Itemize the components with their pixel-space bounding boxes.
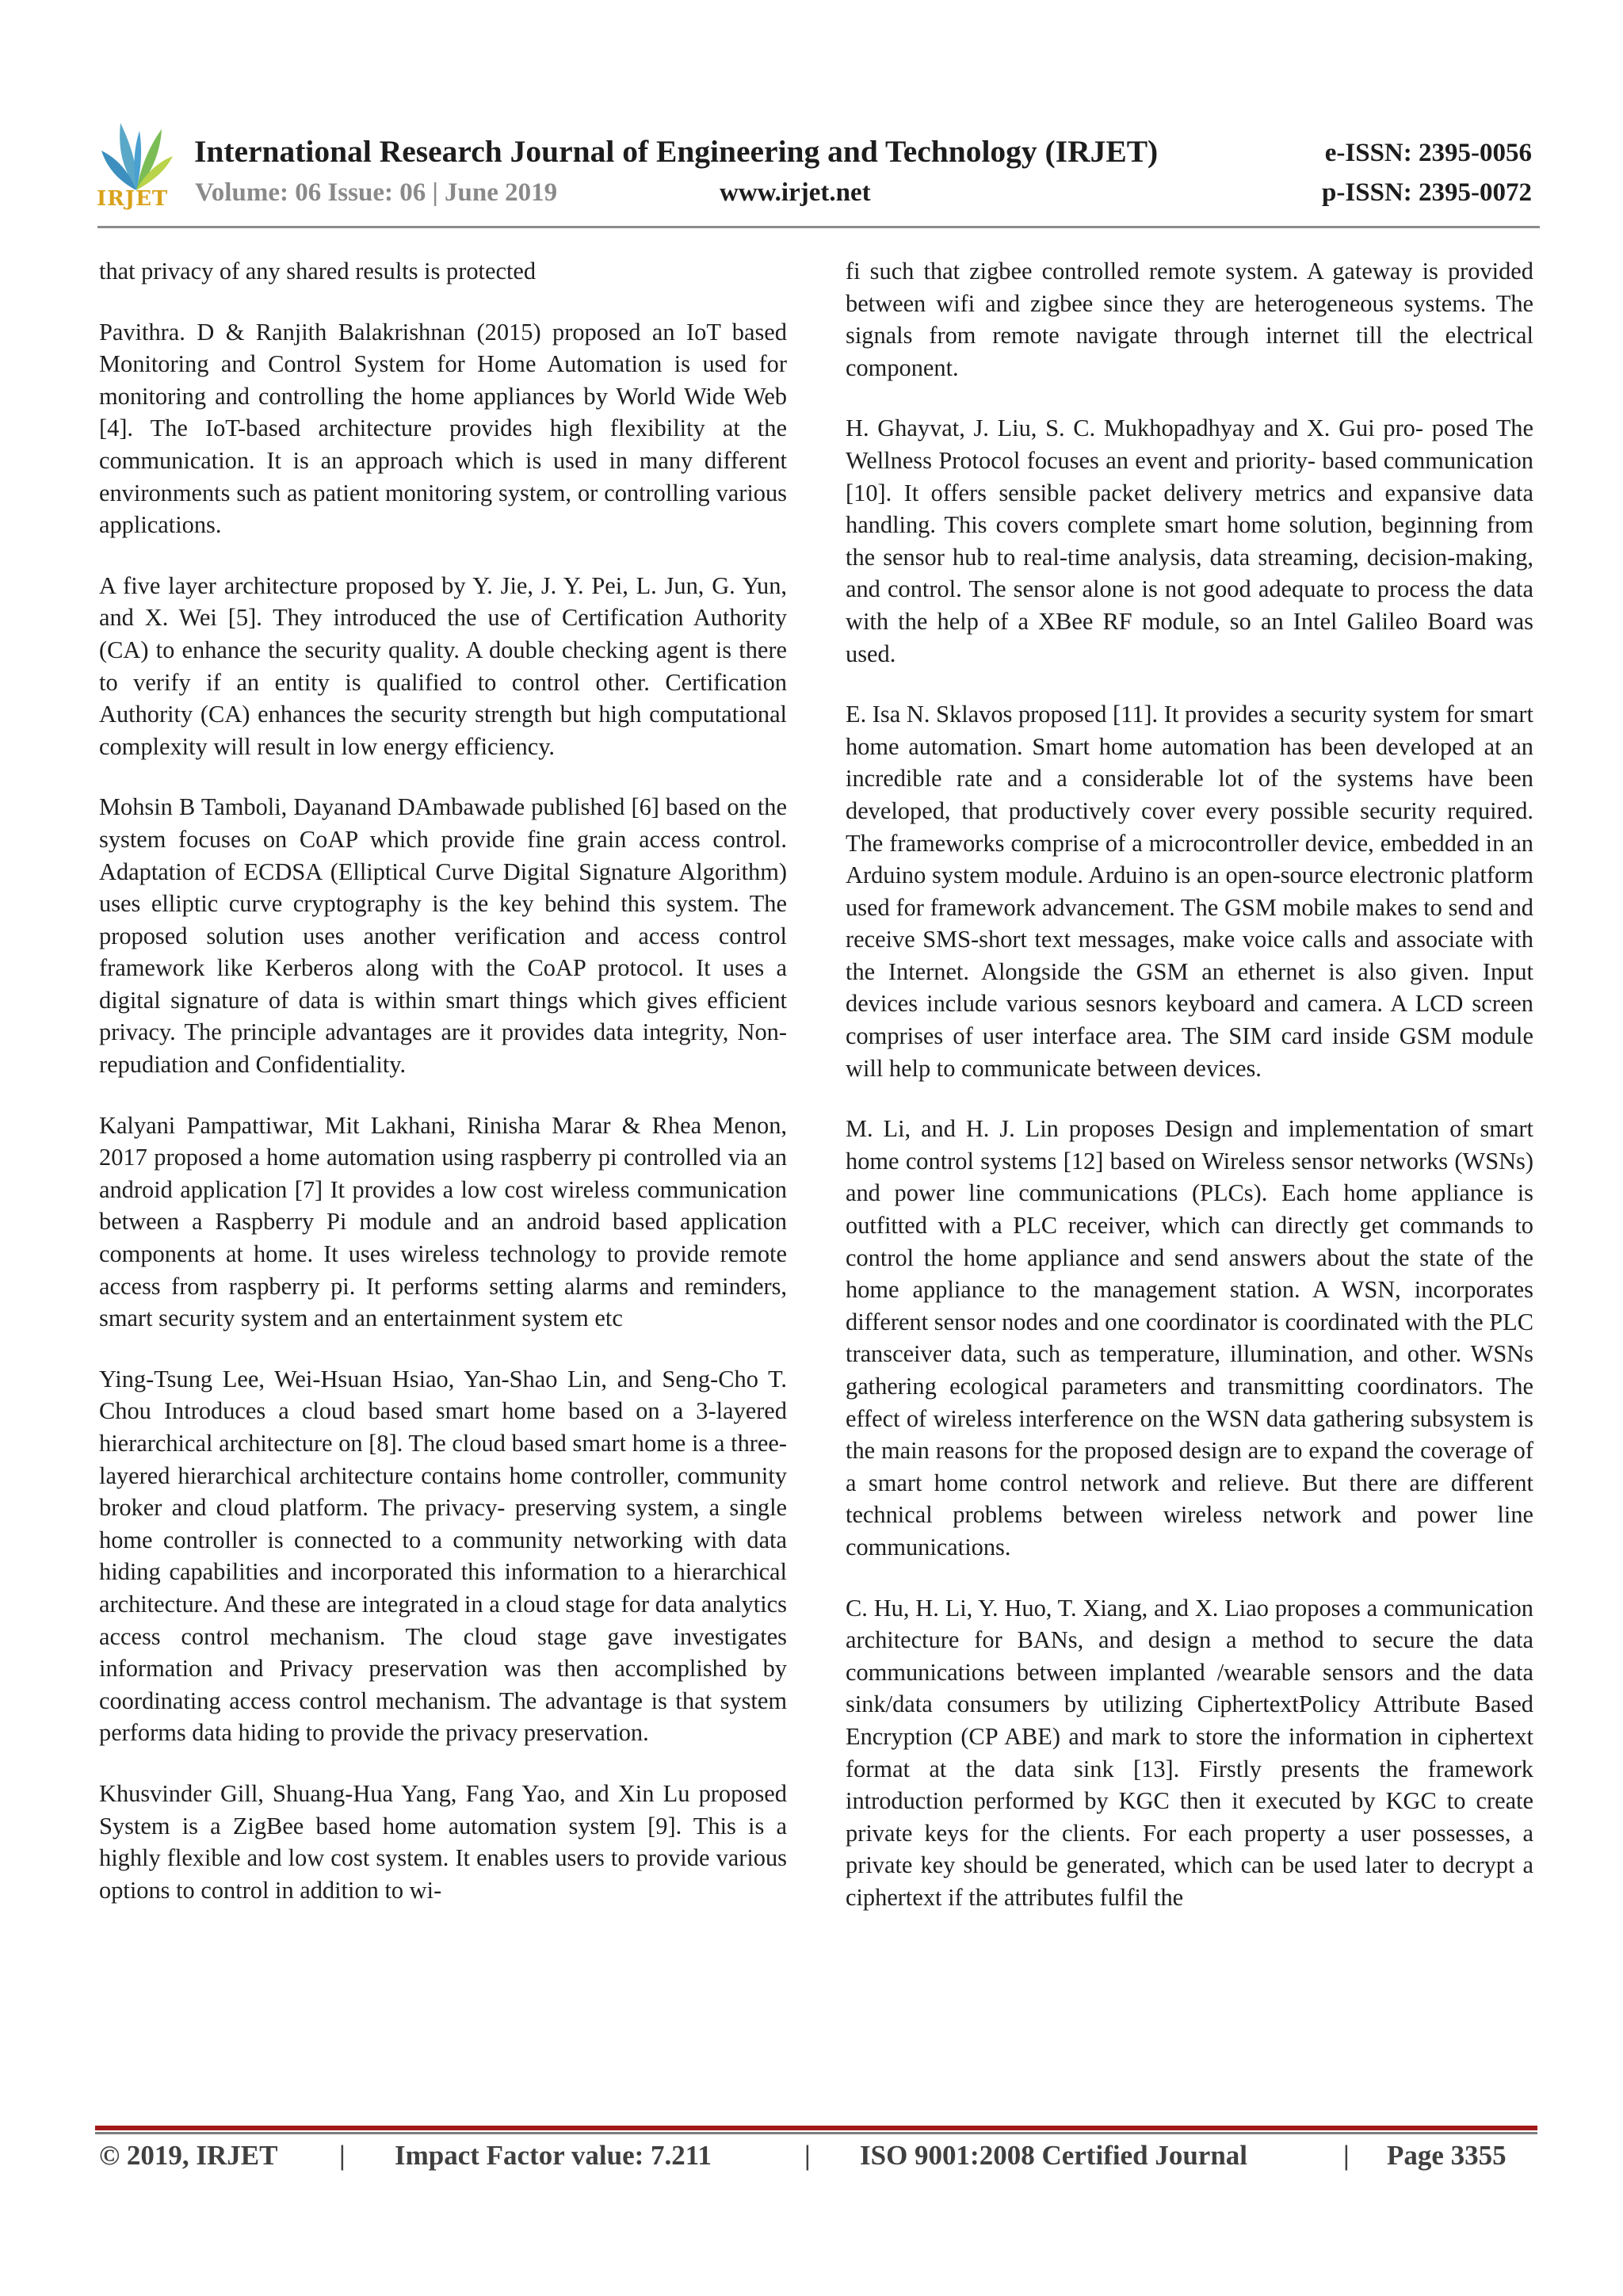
footer-page-number: Page 3355 [1387,2140,1507,2171]
logo-leaves-icon [94,115,179,194]
footer-copyright: © 2019, IRJET [99,2140,278,2171]
paragraph: A five layer architecture proposed by Y. Jie, J. Y. Pei, L. Jun, G. Yun, and X. Wei [5]. They introduced the use of Certification Authority (CA) to enhance the security quality. A double checking agent is there to verify if an entity is qualified to control other. Certification Authority (CA) enhances the security strength but high computational complexity will result in low energy efficiency. [99,571,787,760]
paragraph: Ying-Tsung Lee, Wei-Hsuan Hsiao, Yan-Shao Lin, and Seng-Cho T. Chou Introduces a cloud based smart home based on a 3-layered hierarchical architecture on [8]. The cloud based smart home is a three-layered hierarchical architecture contains home controller, community broker and cloud platform. The privacy- preserving system, a single home controller is connected to a community networking with data hiding capabilities and incorporated this information to a hierarchical architecture. And these are integrated in a cloud stage for data analytics access control mechanism. The cloud stage gave investigates information and Privacy preservation was then accomplished by coordinating access control mechanism. The advantage is that system performs data hiding to provide the privacy preservation. [99,1365,787,1747]
footer-divider-gray [95,2132,1537,2134]
journal-title: International Research Journal of Engineering and Technology (IRJET) [194,134,1159,169]
p-issn: p-ISSN: 2395-0072 [1322,178,1532,207]
logo-text: IRJET [97,187,169,211]
footer-divider-red [95,2126,1537,2130]
right-column [846,255,1533,1943]
paragraph: H. Ghayvat, J. Liu, S. C. Mukhopadhyay and X. Gui pro- posed The Wellness Protocol focuses an event and priority- based communication [10]. It offers sensible packet delivery metrics and expansive data handling. This covers complete smart home solution, beginning from the sensor hub to real-time analysis, data streaming, decision-making, and control. The sensor alone is not good adequate to process the data with the help of a XBee RF module, so an Intel Galileo Board was used. [846,415,1533,667]
e-issn: e-ISSN: 2395-0056 [1324,139,1532,167]
paragraph: Khusvinder Gill, Shuang-Hua Yang, Fang Yao, and Xin Lu proposed System is a ZigBee based home automation system [9]. This is a highly flexible and low cost system. It enables users to provide various options to control in addition to wi- [99,1779,787,1904]
paragraph: C. Hu, H. Li, Y. Huo, T. Xiang, and X. Liao proposes a communication architecture for BANs, and design a method to secure the data communications between implanted /wearable sensors and the data sink/data consumers by utilizing CiphertextPolicy Attribute Based Encryption (CP ABE) and mark to store the information in ciphertext format at the data sink [13]. Firstly presents the framework introduction performed by KGC then it executed by KGC to create private keys for the clients. For each property a user possesses, a private key should be generated, which can be used later to decrypt a ciphertext if the attributes fulfil the [846,1594,1533,1911]
paragraph: Mohsin B Tamboli, Dayanand DAmbawade published [6] based on the system focuses on CoAP which provide fine grain access control. Adaptation of ECDSA (Elliptical Curve Digital Signature Algorithm) uses elliptic curve cryptography is the key behind this system. The proposed solution uses another verification and access control framework like Kerberos along with the CoAP protocol. It uses a digital signature of data is within smart things which gives efficient privacy. The principle advantages are it provides data integrity, Non-repudiation and Confidentiality. [99,793,787,1079]
volume-issue: Volume: 06 Issue: 06 | June 2019 [195,178,558,207]
paragraph: fi such that zigbee controlled remote system. A gateway is provided between wifi and zigbee since they are heterogeneous systems. The signals from remote navigate through internet till the electrical component. [846,258,1533,381]
footer-separator: | [1343,2140,1350,2171]
footer-impact-factor: Impact Factor value: 7.211 [395,2140,712,2171]
paragraph: Kalyani Pampattiwar, Mit Lakhani, Rinisha Marar & Rhea Menon, 2017 proposed a home automation using raspberry pi controlled via an android application [7] It provides a low cost wireless communication between a Raspberry Pi module and an android based application components at home. It uses wireless technology to provide remote access from raspberry pi. It performs setting alarms and reminders, smart security system and an entertainment system etc [99,1111,787,1332]
paragraph: M. Li, and H. J. Lin proposes Design and implementation of smart home control systems [12] based on Wireless sensor networks (WSNs) and power line communications (PLCs). Each home appliance is outfitted with a PLC receiver, which can directly get commands to control the home appliance and send answers about the state of the home appliance to the management station. A WSN, incorporates different sensor nodes and one coordinator is coordinated with the PLC transceiver data, such as temperature, illumination, and other. WSNs gathering ecological parameters and transmitting coordinators. The effect of wireless interference on the WSN data gathering subsystem is the main reasons for the proposed design are to expand the coverage of a smart home control network and relieve. But there are different technical problems between wireless network and power line communications. [846,1115,1533,1561]
footer-iso: ISO 9001:2008 Certified Journal [860,2140,1248,2171]
paragraph: that privacy of any shared results is protected [99,258,537,285]
website-link[interactable]: www.irjet.net [720,178,871,207]
left-column [99,255,787,1935]
paragraph: Pavithra. D & Ranjith Balakrishnan (2015) proposed an IoT based Monitoring and Control System for Home Automation is used for monitoring and controlling the home appliances by World Wide Web [4]. The IoT-based architecture provides high flexibility at the communication. It is an approach which is used in many different environments such as patient monitoring system, or controlling various applications. [99,318,787,539]
footer-separator: | [804,2140,811,2171]
paragraph: E. Isa N. Sklavos proposed [11]. It provides a security system for smart home automation. Smart home automation has been developed at an incredible rate and a considerable lot of the systems have been developed, that productively cover every possible security required. The frameworks comprise of a microcontroller device, embedded in an Arduino system module. Arduino is an open-source electronic platform used for framework advancement. The GSM mobile makes to send and receive SMS-short text messages, make voice calls and associate with the Internet. Alongside the GSM an ethernet is also given. Input devices include various sesnors keyboard and camera. A LCD screen comprises of user interface area. The SIM card inside GSM module will help to communicate between devices. [846,701,1533,1082]
header-divider [97,226,1540,228]
footer-separator: | [339,2140,346,2171]
